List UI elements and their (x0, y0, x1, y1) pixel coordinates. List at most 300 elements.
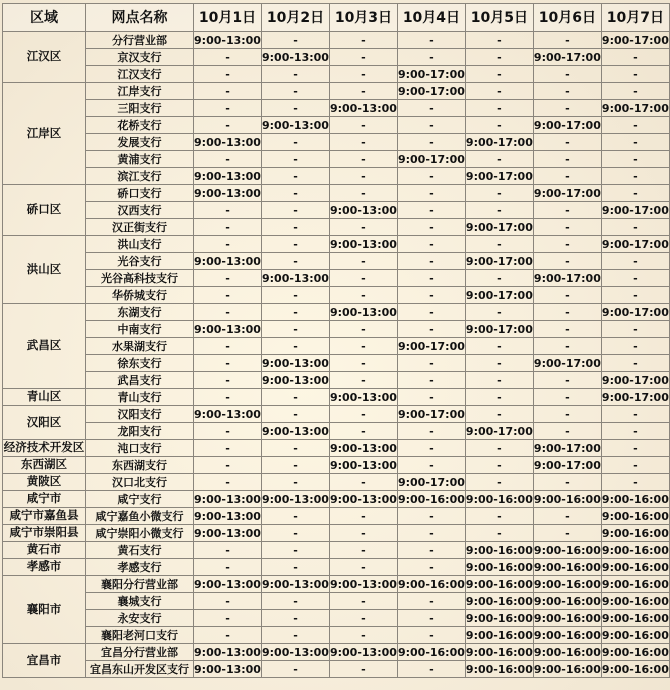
hours-cell: - (262, 559, 330, 576)
hours-cell: - (533, 236, 601, 253)
table-row (3, 389, 670, 406)
header-oct2: 10月2日 (262, 4, 330, 32)
hours-cell: 9:00-17:00 (533, 118, 601, 132)
hours-cell: - (262, 287, 330, 304)
hours-cell: 9:00-16:00 (465, 594, 533, 608)
hours-cell: - (533, 219, 601, 236)
hours-cell: 9:00-17:00 (601, 203, 669, 217)
region-cell: 黄石市 (3, 542, 86, 559)
hours-cell: - (397, 508, 465, 525)
hours-cell: - (397, 185, 465, 202)
table-row (3, 423, 670, 440)
hours-cell: 9:00-17:00 (465, 322, 533, 336)
hours-cell: - (397, 542, 465, 559)
hours-cell: - (601, 253, 669, 270)
header-oct1: 10月1日 (194, 4, 262, 32)
branch-name-cell: 分行营业部 (86, 32, 194, 49)
branch-name-cell: 东湖支行 (86, 304, 194, 321)
hours-cell: 9:00-17:00 (533, 356, 601, 370)
hours-cell: - (262, 168, 330, 185)
hours-cell: - (329, 253, 397, 270)
branch-name-cell: 襄阳分行营业部 (86, 576, 194, 593)
hours-cell: - (533, 202, 601, 219)
hours-cell: - (465, 440, 533, 457)
hours-cell: 9:00-16:00 (601, 577, 669, 591)
hours-cell: - (194, 83, 262, 100)
hours-cell: - (397, 440, 465, 457)
region-cell: 经济技术开发区 (3, 440, 86, 457)
hours-cell: 9:00-17:00 (397, 475, 465, 489)
hours-cell: - (194, 440, 262, 457)
hours-cell: - (465, 83, 533, 100)
hours-cell: - (465, 49, 533, 66)
hours-cell: - (601, 134, 669, 151)
hours-cell: - (194, 355, 262, 372)
branch-name-cell: 咸宁嘉鱼小微支行 (86, 508, 194, 525)
hours-cell: - (465, 338, 533, 355)
branch-name-cell: 光谷高科技支行 (86, 270, 194, 287)
hours-cell: - (262, 151, 330, 168)
hours-cell: - (601, 440, 669, 457)
hours-cell: - (329, 338, 397, 355)
hours-cell: - (533, 287, 601, 304)
hours-cell: 9:00-17:00 (601, 101, 669, 115)
header-oct4: 10月4日 (397, 4, 465, 32)
hours-cell: - (601, 355, 669, 372)
hours-cell: - (262, 389, 330, 406)
hours-cell: 9:00-16:00 (465, 560, 533, 574)
hours-cell: - (262, 321, 330, 338)
hours-cell: - (601, 66, 669, 83)
table-row (3, 576, 670, 593)
region-cell: 襄阳市 (3, 576, 86, 644)
hours-cell: 9:00-13:00 (194, 322, 261, 336)
table-row (3, 542, 670, 559)
hours-cell: 9:00-17:00 (397, 339, 465, 353)
hours-cell: 9:00-17:00 (533, 271, 601, 285)
hours-cell: - (465, 117, 533, 134)
hours-cell: - (397, 168, 465, 185)
hours-cell: - (397, 304, 465, 321)
hours-cell: - (397, 525, 465, 542)
branch-name-cell: 孝感支行 (86, 559, 194, 576)
hours-cell: 9:00-13:00 (262, 577, 329, 591)
table-row (3, 491, 670, 508)
hours-cell: 9:00-16:00 (397, 492, 465, 506)
hours-cell: - (533, 338, 601, 355)
hours-cell: 9:00-16:00 (465, 611, 533, 625)
hours-cell: 9:00-17:00 (601, 305, 669, 319)
hours-cell: - (194, 372, 262, 389)
hours-cell: - (533, 525, 601, 542)
hours-cell: - (533, 168, 601, 185)
hours-cell: 9:00-13:00 (194, 645, 261, 659)
hours-cell: - (465, 474, 533, 491)
hours-cell: - (329, 559, 397, 576)
hours-cell: - (329, 423, 397, 440)
schedule-table (2, 3, 670, 678)
hours-cell: - (397, 270, 465, 287)
table-row (3, 372, 670, 389)
hours-cell: - (533, 508, 601, 525)
hours-cell: 9:00-13:00 (262, 356, 329, 370)
hours-cell: - (194, 66, 262, 83)
hours-cell: - (601, 457, 669, 474)
hours-cell: 9:00-17:00 (601, 390, 669, 404)
table-row (3, 253, 670, 270)
hours-cell: - (465, 185, 533, 202)
hours-cell: - (533, 151, 601, 168)
hours-cell: - (329, 525, 397, 542)
hours-cell: 9:00-17:00 (397, 152, 465, 166)
region-cell: 硚口区 (3, 185, 86, 236)
hours-cell: - (262, 525, 330, 542)
hours-cell: 9:00-13:00 (194, 509, 261, 523)
hours-cell: - (465, 151, 533, 168)
table-row (3, 321, 670, 338)
hours-cell: - (601, 185, 669, 202)
hours-cell: - (533, 253, 601, 270)
hours-cell: 9:00-17:00 (533, 186, 601, 200)
table-row (3, 168, 670, 185)
hours-cell: 9:00-16:00 (465, 543, 533, 557)
hours-cell: 9:00-16:00 (601, 526, 669, 540)
hours-cell: 9:00-13:00 (262, 645, 329, 659)
hours-cell: - (601, 219, 669, 236)
branch-name-cell: 襄阳老河口支行 (86, 627, 194, 644)
hours-cell: 9:00-16:00 (601, 611, 669, 625)
hours-cell: - (329, 49, 397, 66)
hours-cell: - (397, 355, 465, 372)
header-region: 区域 (3, 4, 86, 32)
hours-cell: - (262, 457, 330, 474)
hours-cell: 9:00-17:00 (465, 254, 533, 268)
hours-cell: 9:00-16:00 (601, 560, 669, 574)
region-cell: 江汉区 (3, 32, 86, 83)
hours-cell: - (262, 304, 330, 321)
region-cell: 宜昌市 (3, 644, 86, 678)
branch-name-cell: 花桥支行 (86, 117, 194, 134)
hours-cell: - (194, 474, 262, 491)
hours-cell: - (194, 100, 262, 117)
hours-cell: - (397, 661, 465, 678)
hours-cell: 9:00-17:00 (601, 33, 669, 47)
region-cell: 青山区 (3, 389, 86, 406)
hours-cell: - (601, 49, 669, 66)
hours-cell: 9:00-16:00 (533, 560, 601, 574)
hours-cell: - (601, 287, 669, 304)
table-row (3, 134, 670, 151)
branch-name-cell: 宜昌东山开发区支行 (86, 661, 194, 678)
branch-name-cell: 东西湖支行 (86, 457, 194, 474)
hours-cell: 9:00-17:00 (397, 67, 465, 81)
hours-cell: - (262, 338, 330, 355)
hours-cell: - (262, 100, 330, 117)
hours-cell: - (262, 185, 330, 202)
table-row (3, 219, 670, 236)
hours-cell: 9:00-17:00 (465, 220, 533, 234)
hours-cell: - (329, 542, 397, 559)
hours-cell: - (601, 151, 669, 168)
table-row (3, 202, 670, 219)
hours-cell: 9:00-13:00 (329, 305, 397, 319)
hours-cell: 9:00-13:00 (194, 492, 261, 506)
hours-cell: - (397, 236, 465, 253)
hours-cell: - (262, 219, 330, 236)
hours-cell: 9:00-13:00 (262, 118, 329, 132)
hours-cell: 9:00-16:00 (601, 509, 669, 523)
table-row (3, 559, 670, 576)
hours-cell: - (329, 168, 397, 185)
hours-cell: - (397, 32, 465, 49)
hours-cell: 9:00-17:00 (397, 407, 465, 421)
hours-cell: - (601, 338, 669, 355)
branch-name-cell: 江汉支行 (86, 66, 194, 83)
hours-cell: - (194, 338, 262, 355)
hours-cell: - (397, 389, 465, 406)
hours-cell: - (194, 542, 262, 559)
hours-cell: 9:00-17:00 (465, 169, 533, 183)
hours-cell: - (465, 508, 533, 525)
hours-cell: - (329, 219, 397, 236)
region-cell: 孝感市 (3, 559, 86, 576)
hours-cell: - (329, 508, 397, 525)
hours-cell: - (397, 559, 465, 576)
hours-cell: 9:00-13:00 (262, 424, 329, 438)
hours-cell: - (601, 117, 669, 134)
header-oct6: 10月6日 (533, 4, 601, 32)
hours-cell: 9:00-16:00 (601, 543, 669, 557)
branch-name-cell: 沌口支行 (86, 440, 194, 457)
hours-cell: 9:00-13:00 (194, 407, 261, 421)
hours-cell: 9:00-13:00 (194, 186, 261, 200)
region-cell: 江岸区 (3, 83, 86, 185)
hours-cell: - (329, 185, 397, 202)
hours-cell: - (465, 304, 533, 321)
hours-cell: - (397, 219, 465, 236)
hours-cell: 9:00-16:00 (533, 577, 601, 591)
header-branch: 网点名称 (86, 4, 194, 32)
branch-name-cell: 发展支行 (86, 134, 194, 151)
hours-cell: - (329, 134, 397, 151)
hours-cell: - (262, 236, 330, 253)
hours-cell: - (533, 372, 601, 389)
hours-cell: - (397, 49, 465, 66)
hours-cell: - (601, 83, 669, 100)
header-oct7: 10月7日 (601, 4, 669, 32)
region-cell: 武昌区 (3, 304, 86, 389)
hours-cell: - (465, 457, 533, 474)
hours-cell: - (397, 134, 465, 151)
hours-cell: - (465, 355, 533, 372)
hours-cell: 9:00-17:00 (533, 458, 601, 472)
hours-cell: 9:00-17:00 (465, 424, 533, 438)
hours-cell: 9:00-13:00 (329, 390, 397, 404)
hours-cell: - (533, 474, 601, 491)
hours-cell: 9:00-16:00 (465, 645, 533, 659)
table-row (3, 610, 670, 627)
table-row (3, 66, 670, 83)
hours-cell: - (329, 661, 397, 678)
hours-cell: - (465, 66, 533, 83)
hours-cell: - (533, 304, 601, 321)
table-row (3, 185, 670, 202)
hours-cell: 9:00-17:00 (465, 135, 533, 149)
hours-cell: - (329, 593, 397, 610)
region-cell: 洪山区 (3, 236, 86, 304)
hours-cell: 9:00-16:00 (601, 628, 669, 642)
table-row (3, 287, 670, 304)
hours-cell: - (194, 593, 262, 610)
table-row (3, 406, 670, 423)
hours-cell: 9:00-16:00 (601, 662, 669, 676)
hours-cell: - (194, 236, 262, 253)
table-row (3, 508, 670, 525)
hours-cell: - (194, 117, 262, 134)
hours-cell: - (465, 525, 533, 542)
hours-cell: - (194, 559, 262, 576)
hours-cell: - (262, 542, 330, 559)
hours-cell: - (397, 287, 465, 304)
hours-cell: 9:00-16:00 (465, 628, 533, 642)
hours-cell: 9:00-16:00 (533, 594, 601, 608)
table-row (3, 117, 670, 134)
table-row (3, 525, 670, 542)
branch-name-cell: 光谷支行 (86, 253, 194, 270)
branch-name-cell: 襄城支行 (86, 593, 194, 610)
hours-cell: 9:00-16:00 (601, 645, 669, 659)
hours-cell: 9:00-16:00 (397, 645, 465, 659)
hours-cell: 9:00-13:00 (262, 373, 329, 387)
hours-cell: 9:00-16:00 (601, 594, 669, 608)
hours-cell: 9:00-13:00 (329, 203, 397, 217)
schedule-body (3, 32, 670, 678)
hours-cell: - (329, 610, 397, 627)
hours-cell: 9:00-17:00 (601, 373, 669, 387)
branch-name-cell: 龙阳支行 (86, 423, 194, 440)
hours-cell: 9:00-17:00 (465, 288, 533, 302)
hours-cell: - (397, 627, 465, 644)
hours-cell: - (262, 66, 330, 83)
hours-cell: - (601, 168, 669, 185)
branch-name-cell: 青山支行 (86, 389, 194, 406)
hours-cell: - (397, 423, 465, 440)
hours-cell: - (194, 389, 262, 406)
table-row (3, 304, 670, 321)
hours-cell: - (465, 389, 533, 406)
hours-cell: - (533, 321, 601, 338)
hours-cell: - (194, 610, 262, 627)
hours-cell: 9:00-13:00 (329, 101, 397, 115)
hours-cell: 9:00-13:00 (262, 492, 329, 506)
branch-name-cell: 汉西支行 (86, 202, 194, 219)
branch-name-cell: 咸宁崇阳小微支行 (86, 525, 194, 542)
region-cell: 黄陂区 (3, 474, 86, 491)
hours-cell: - (262, 32, 330, 49)
hours-cell: - (262, 202, 330, 219)
hours-cell: - (397, 593, 465, 610)
hours-cell: 9:00-13:00 (329, 577, 397, 591)
table-row (3, 236, 670, 253)
branch-name-cell: 洪山支行 (86, 236, 194, 253)
hours-cell: - (262, 83, 330, 100)
hours-cell: - (465, 32, 533, 49)
table-row (3, 151, 670, 168)
region-cell: 咸宁市嘉鱼县 (3, 508, 86, 525)
hours-cell: - (397, 457, 465, 474)
hours-cell: - (329, 627, 397, 644)
branch-name-cell: 黄石支行 (86, 542, 194, 559)
hours-cell: 9:00-16:00 (601, 492, 669, 506)
hours-cell: - (194, 202, 262, 219)
hours-cell: 9:00-17:00 (397, 84, 465, 98)
hours-cell: - (533, 100, 601, 117)
hours-cell: - (397, 100, 465, 117)
hours-cell: - (194, 49, 262, 66)
hours-cell: 9:00-13:00 (194, 662, 261, 676)
hours-cell: 9:00-13:00 (329, 441, 397, 455)
hours-cell: - (329, 474, 397, 491)
hours-cell: - (194, 270, 262, 287)
hours-cell: - (533, 83, 601, 100)
hours-cell: - (533, 423, 601, 440)
hours-cell: - (262, 134, 330, 151)
hours-cell: 9:00-16:00 (533, 645, 601, 659)
branch-name-cell: 京汉支行 (86, 49, 194, 66)
hours-cell: - (533, 134, 601, 151)
hours-cell: - (194, 423, 262, 440)
header-oct5: 10月5日 (465, 4, 533, 32)
branch-name-cell: 徐东支行 (86, 355, 194, 372)
branch-name-cell: 汉正街支行 (86, 219, 194, 236)
hours-cell: - (329, 117, 397, 134)
table-row (3, 270, 670, 287)
hours-cell: 9:00-13:00 (194, 33, 261, 47)
hours-cell: 9:00-16:00 (533, 628, 601, 642)
hours-cell: - (329, 355, 397, 372)
region-cell: 东西湖区 (3, 457, 86, 474)
hours-cell: - (194, 151, 262, 168)
hours-cell: 9:00-13:00 (194, 169, 261, 183)
hours-cell: - (397, 117, 465, 134)
hours-cell: 9:00-16:00 (465, 662, 533, 676)
branch-name-cell: 黄浦支行 (86, 151, 194, 168)
hours-cell: 9:00-13:00 (262, 50, 329, 64)
hours-cell: - (533, 32, 601, 49)
region-cell: 咸宁市崇阳县 (3, 525, 86, 542)
hours-cell: - (194, 627, 262, 644)
hours-cell: 9:00-16:00 (465, 492, 533, 506)
branch-name-cell: 水果湖支行 (86, 338, 194, 355)
hours-cell: 9:00-16:00 (533, 543, 601, 557)
hours-cell: 9:00-17:00 (533, 441, 601, 455)
table-row (3, 661, 670, 678)
hours-cell: 9:00-16:00 (533, 662, 601, 676)
region-cell: 汉阳区 (3, 406, 86, 440)
hours-cell: - (194, 457, 262, 474)
hours-cell: 9:00-16:00 (533, 492, 601, 506)
region-cell: 咸宁市 (3, 491, 86, 508)
hours-cell: 9:00-13:00 (329, 237, 397, 251)
hours-cell: - (465, 100, 533, 117)
hours-cell: 9:00-13:00 (329, 645, 397, 659)
branch-name-cell: 汉阳支行 (86, 406, 194, 423)
hours-cell: - (262, 440, 330, 457)
hours-cell: - (262, 627, 330, 644)
branch-name-cell: 滨江支行 (86, 168, 194, 185)
hours-cell: - (533, 389, 601, 406)
hours-cell: - (329, 287, 397, 304)
